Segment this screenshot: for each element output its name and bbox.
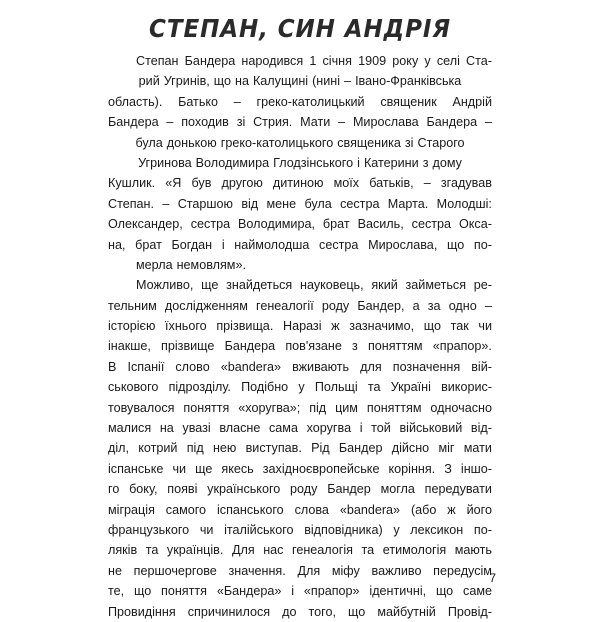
page-number: 7: [489, 571, 496, 585]
text-line: діл, котрий під нею виступав. Рід Бандер дійсно міг мати: [108, 441, 492, 456]
text-line: історією їхнього прізвища. Наразі ж зазначимо, що так чи: [108, 319, 492, 334]
text-line: французького чи італійського відповідника) у лексикон по-: [108, 522, 492, 537]
text-line: тельним дослідженням генеалогії роду Бандер, а за одно –: [108, 298, 492, 313]
text-line: рий Угринів, що на Калущині (нині – Івано-Франківська: [138, 74, 462, 89]
text-line: Степан Бандера народився 1 січня 1909 року у селі Ста-: [136, 54, 492, 68]
text-line: го боку, появі українського роду Бандер могла передувати: [108, 482, 492, 497]
text-line: Провидіння спричинилося до того, що майбутній Провід-: [108, 604, 492, 619]
text-line: Олександер, сестра Володимира, брат Василь, сестра Окса-: [108, 217, 492, 232]
text-line: мерла немовлям».: [136, 257, 246, 272]
text-line: Бандера – походив зі Стрия. Мати – Мирослава Бандера –: [108, 115, 492, 130]
text-line: ськового підрозділу. Подібно у Польщі та Україні викорис-: [108, 380, 492, 395]
text-line: Кушлик. «Я був другою дитиною моїх батьків, – згадував: [108, 176, 492, 191]
text-line: була донькою греко-католицького священика зі Старого: [135, 135, 465, 150]
text-line: те, що поняття «Бандера» і «прапор» ідентичні, що саме: [108, 584, 492, 599]
text-line: малися на увазі власне сама хоругва і той військовий від-: [108, 421, 492, 436]
text-line: іспанське чи ще якесь західноєвропейське коріння. З іншо-: [108, 461, 492, 476]
body-text: [108, 51, 492, 622]
text-line: ляків та українців. Для нас генеалогія та етимологія мають: [108, 543, 492, 558]
text-line: інакше, прізвище Бандера пов'язане з поняттям «прапор».: [108, 339, 492, 354]
text-line: товувалося поняття «хоругва»; під цим поняттям одночасно: [108, 400, 492, 415]
chapter-title: СТЕПАН, СИН АНДРІЯ: [149, 14, 451, 43]
text-line: Угринова Володимира Глодзінського і Катерини з дому: [138, 155, 462, 170]
text-line: В Іспанії слово «bandera» вживають для позначення вій-: [108, 359, 492, 374]
text-line: міграція самого іспанського слова «bandera» (або ж його: [108, 502, 492, 517]
text-line: не першочергове значення. Для міфу важливо передусім: [108, 563, 492, 578]
text-line: на, брат Богдан і наймолодша сестра Мирослава, що по-: [108, 237, 492, 252]
text-line: Можливо, ще знайдеться науковець, який займеться ре-: [136, 278, 492, 293]
text-line: область). Батько – греко-католицький священик Андрій: [108, 94, 492, 109]
text-line: Степан. – Старшою від мене була сестра Марта. Молодші:: [108, 196, 492, 211]
